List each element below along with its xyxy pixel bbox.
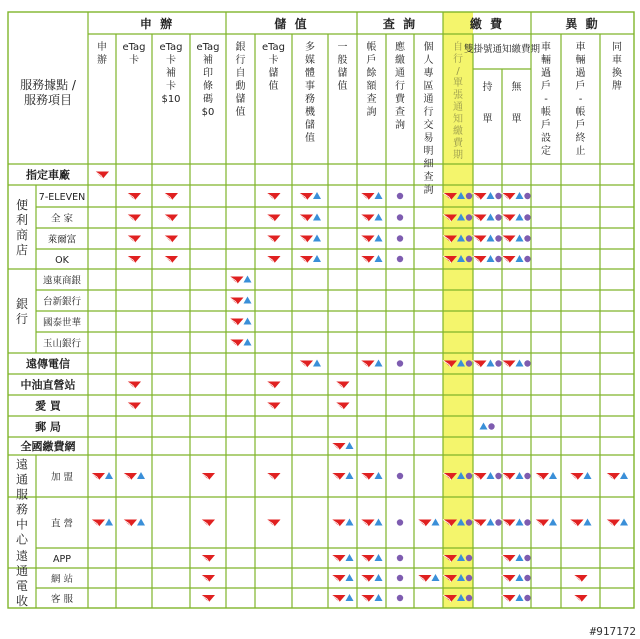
svg-text:收: 收: [15, 594, 29, 608]
svg-text:專: 專: [423, 68, 434, 79]
purple-dot-icon: [397, 360, 403, 366]
purple-dot-icon: [495, 519, 501, 525]
svg-text:卡: 卡: [268, 55, 279, 66]
purple-dot-icon: [466, 360, 472, 366]
blue-triangle-icon: [313, 214, 321, 221]
blue-triangle-icon: [137, 472, 145, 479]
svg-text:值: 值: [268, 81, 279, 92]
svg-text:一: 一: [337, 42, 348, 53]
svg-text:止: 止: [575, 146, 586, 157]
svg-text:交: 交: [423, 120, 434, 131]
svg-text:人: 人: [423, 55, 434, 66]
blue-triangle-icon: [244, 339, 252, 346]
blue-triangle-icon: [487, 472, 495, 479]
row-label-10: 中油直營站: [20, 378, 76, 392]
svg-text:帳: 帳: [366, 42, 377, 53]
svg-text:中: 中: [15, 517, 29, 532]
blue-triangle-icon: [432, 519, 440, 526]
svg-text:應: 應: [395, 42, 405, 53]
svg-text:終: 終: [575, 133, 586, 144]
svg-text:戶: 戶: [575, 120, 586, 131]
svg-text:儲: 儲: [235, 94, 246, 105]
purple-dot-icon: [524, 360, 530, 366]
blue-triangle-icon: [346, 519, 354, 526]
svg-text:明: 明: [423, 146, 434, 157]
svg-text:換: 換: [612, 68, 622, 79]
blue-triangle-icon: [516, 235, 524, 242]
column-header-c10: [395, 40, 406, 131]
svg-text:詢: 詢: [366, 107, 377, 118]
svg-text:行: 行: [235, 55, 246, 66]
svg-text:通: 通: [15, 472, 29, 487]
svg-text:值: 值: [235, 107, 246, 118]
svg-text:詢: 詢: [423, 185, 434, 196]
purple-dot-icon: [397, 473, 403, 479]
corner-header-line1: 服務據點 /: [20, 78, 76, 92]
svg-text:自: 自: [235, 68, 246, 79]
row-label-0: 指定車廠: [26, 168, 70, 182]
purple-dot-icon: [466, 575, 472, 581]
purple-dot-icon: [495, 256, 501, 262]
svg-text:儲: 儲: [305, 120, 315, 131]
svg-text:eTag: eTag: [122, 42, 146, 53]
purple-dot-icon: [466, 235, 472, 241]
svg-text:eTag: eTag: [196, 42, 220, 53]
svg-text:辦: 辦: [97, 55, 107, 66]
svg-text:動: 動: [235, 81, 246, 92]
svg-text:輛: 輛: [541, 55, 551, 66]
group-header-store: 儲 值: [274, 17, 309, 31]
svg-text:行: 行: [15, 312, 29, 326]
svg-text:電: 電: [15, 579, 29, 593]
blue-triangle-icon: [313, 360, 321, 367]
svg-text:利: 利: [15, 213, 29, 227]
purple-dot-icon: [466, 256, 472, 262]
svg-text:碼: 碼: [203, 94, 213, 105]
blue-triangle-icon: [105, 472, 113, 479]
corner-header-line2: 服務項目: [23, 93, 73, 107]
svg-text:$0: $0: [201, 107, 215, 118]
group-header-query: 查 詢: [382, 17, 418, 31]
svg-text:通: 通: [395, 68, 405, 79]
svg-text:定: 定: [541, 146, 551, 157]
svg-text:務: 務: [15, 502, 29, 517]
group-header-pay: 繳 費: [469, 17, 505, 31]
blue-triangle-icon: [516, 192, 524, 199]
svg-text:行: 行: [395, 81, 405, 92]
blue-triangle-icon: [346, 594, 354, 601]
svg-text:過: 過: [575, 68, 586, 79]
svg-text:-: -: [578, 94, 583, 105]
blue-triangle-icon: [105, 519, 113, 526]
blue-triangle-icon: [549, 472, 557, 479]
column-header-c2: [122, 42, 145, 66]
purple-dot-icon: [495, 193, 501, 199]
blue-triangle-icon: [375, 235, 383, 242]
blue-triangle-icon: [516, 554, 524, 561]
column-header-c5: [236, 41, 246, 118]
svg-text:卡: 卡: [129, 55, 139, 66]
purple-dot-icon: [524, 214, 530, 220]
svg-text:查: 查: [423, 172, 434, 183]
svg-text:eTag: eTag: [159, 42, 183, 53]
svg-text:條: 條: [203, 81, 213, 92]
pay-sub-header: 雙掛號通知繳費期: [463, 44, 541, 55]
blue-triangle-icon: [313, 255, 321, 262]
blue-triangle-icon: [375, 574, 383, 581]
blue-triangle-icon: [516, 255, 524, 262]
blue-triangle-icon: [375, 554, 383, 561]
blue-triangle-icon: [480, 423, 488, 430]
purple-dot-icon: [397, 193, 403, 199]
column-header-c15: [541, 40, 551, 157]
svg-text:補: 補: [166, 68, 176, 79]
column-header-c6: [262, 42, 285, 92]
purple-dot-icon: [397, 575, 403, 581]
purple-dot-icon: [466, 555, 472, 561]
purple-dot-icon: [397, 595, 403, 601]
sub-row-label-18: 客 服: [50, 594, 74, 605]
svg-text:/: /: [456, 66, 460, 77]
svg-text:繳: 繳: [453, 126, 463, 137]
sub-row-label-5: 遠東商銀: [42, 275, 82, 287]
section-label-2: [16, 457, 29, 547]
blue-triangle-icon: [432, 574, 440, 581]
svg-text:設: 設: [541, 133, 551, 144]
svg-text:帳: 帳: [541, 107, 551, 118]
column-header-c9: [367, 40, 378, 118]
blue-triangle-icon: [375, 214, 383, 221]
row-label-12: 郵 局: [35, 420, 61, 434]
svg-text:費: 費: [453, 138, 463, 149]
row-label-9: 遠傳電信: [26, 357, 70, 371]
purple-dot-icon: [397, 519, 403, 525]
sub-row-label-16: APP: [53, 554, 71, 565]
svg-text:便: 便: [15, 198, 29, 212]
svg-text:儲: 儲: [268, 68, 279, 79]
blue-triangle-icon: [346, 442, 354, 449]
column-header-c7: [305, 41, 316, 144]
blue-triangle-icon: [516, 574, 524, 581]
group-header-change: 異 動: [565, 17, 600, 31]
svg-text:銀: 銀: [15, 297, 29, 311]
purple-dot-icon: [524, 519, 530, 525]
blue-triangle-icon: [244, 276, 252, 283]
svg-text:多: 多: [305, 42, 315, 53]
column-header-c17: [612, 41, 622, 92]
svg-text:店: 店: [15, 243, 29, 257]
svg-text:詢: 詢: [395, 120, 405, 131]
purple-dot-icon: [495, 473, 501, 479]
svg-text:卡: 卡: [166, 81, 176, 92]
svg-text:般: 般: [337, 55, 348, 66]
blue-triangle-icon: [346, 472, 354, 479]
blue-triangle-icon: [313, 235, 321, 242]
svg-text:遠: 遠: [15, 457, 29, 472]
blue-triangle-icon: [487, 360, 495, 367]
sub-row-label-1: 7-ELEVEN: [38, 192, 86, 203]
svg-text:過: 過: [541, 68, 551, 79]
column-header-c12: [453, 40, 464, 161]
purple-dot-icon: [488, 423, 494, 429]
blue-triangle-icon: [620, 472, 628, 479]
svg-text:車: 車: [541, 42, 551, 53]
svg-text:期: 期: [453, 150, 463, 161]
svg-text:易: 易: [423, 133, 434, 144]
svg-text:通: 通: [423, 94, 434, 105]
svg-text:值: 值: [305, 133, 315, 144]
sub-row-label-8: 玉山銀行: [42, 338, 82, 350]
purple-dot-icon: [466, 473, 472, 479]
blue-triangle-icon: [620, 519, 628, 526]
blue-triangle-icon: [487, 214, 495, 221]
column-header-c11: [424, 41, 434, 196]
pay-sub-none: 無: [511, 82, 522, 93]
table-border: [8, 12, 634, 608]
svg-text:個: 個: [423, 42, 434, 53]
svg-text:值: 值: [337, 81, 348, 92]
svg-text:車: 車: [612, 55, 622, 66]
svg-text:通: 通: [453, 102, 463, 113]
blue-triangle-icon: [516, 360, 524, 367]
blue-triangle-icon: [584, 519, 592, 526]
svg-text:通: 通: [15, 564, 29, 578]
svg-text:印: 印: [203, 68, 213, 79]
svg-text:-: -: [544, 94, 548, 105]
blue-triangle-icon: [516, 519, 524, 526]
purple-dot-icon: [397, 214, 403, 220]
purple-dot-icon: [466, 595, 472, 601]
blue-triangle-icon: [375, 472, 383, 479]
svg-text:事: 事: [305, 81, 315, 92]
purple-dot-icon: [524, 473, 530, 479]
blue-triangle-icon: [549, 519, 557, 526]
svg-text:商: 商: [15, 228, 29, 242]
section-label-0: [16, 198, 28, 257]
row-label-11: 愛 買: [35, 399, 61, 413]
svg-text:行: 行: [423, 107, 434, 118]
svg-text:戶: 戶: [541, 81, 551, 92]
pay-sub-none-2: 單: [511, 114, 522, 125]
svg-text:申: 申: [97, 42, 107, 53]
svg-text:遠: 遠: [15, 549, 29, 563]
svg-text:自: 自: [453, 42, 463, 53]
blue-triangle-icon: [375, 192, 383, 199]
blue-triangle-icon: [584, 472, 592, 479]
svg-text:帳: 帳: [575, 107, 586, 118]
svg-text:查: 查: [366, 94, 377, 105]
blue-triangle-icon: [244, 318, 252, 325]
sub-row-label-17: 網 站: [50, 574, 74, 585]
purple-dot-icon: [495, 214, 501, 220]
purple-dot-icon: [466, 214, 472, 220]
blue-triangle-icon: [516, 214, 524, 221]
section-label-3: [16, 548, 28, 608]
svg-text:輛: 輛: [575, 55, 586, 66]
group-header-apply: 申 辦: [139, 17, 175, 31]
svg-text:行: 行: [453, 54, 463, 65]
purple-dot-icon: [397, 235, 403, 241]
blue-triangle-icon: [375, 255, 383, 262]
sub-row-label-2: 全 家: [50, 213, 74, 225]
blue-triangle-icon: [487, 255, 495, 262]
purple-dot-icon: [524, 575, 530, 581]
blue-triangle-icon: [516, 594, 524, 601]
svg-text:戶: 戶: [541, 120, 551, 131]
svg-text:單: 單: [453, 78, 463, 89]
purple-dot-icon: [524, 235, 530, 241]
svg-text:務: 務: [305, 94, 315, 105]
column-header-c1: [97, 40, 107, 66]
svg-text:車: 車: [575, 42, 586, 53]
svg-text:卡: 卡: [166, 55, 176, 66]
sub-row-label-6: 台新銀行: [42, 296, 82, 308]
svg-text:機: 機: [305, 107, 315, 118]
svg-text:區: 區: [423, 81, 434, 92]
purple-dot-icon: [495, 360, 501, 366]
purple-dot-icon: [524, 256, 530, 262]
sub-row-label-3: 萊爾富: [47, 234, 77, 246]
blue-triangle-icon: [375, 594, 383, 601]
purple-dot-icon: [397, 256, 403, 262]
sub-row-label-4: OK: [55, 255, 69, 266]
blue-triangle-icon: [244, 297, 252, 304]
watermark: #917172: [589, 625, 636, 638]
blue-triangle-icon: [516, 472, 524, 479]
svg-text:體: 體: [305, 68, 315, 79]
section-label-1: [16, 297, 28, 326]
blue-triangle-icon: [487, 519, 495, 526]
svg-text:心: 心: [15, 532, 29, 547]
purple-dot-icon: [466, 193, 472, 199]
blue-triangle-icon: [487, 192, 495, 199]
svg-text:查: 查: [395, 107, 405, 118]
sub-row-label-15: 直 營: [50, 518, 74, 530]
column-header-c16: [576, 40, 586, 157]
pay-sub-held: 持: [482, 82, 493, 93]
svg-text:額: 額: [366, 81, 377, 92]
purple-dot-icon: [466, 519, 472, 525]
svg-text:費: 費: [395, 94, 405, 105]
svg-text:儲: 儲: [337, 68, 348, 79]
svg-text:餘: 餘: [366, 68, 377, 79]
svg-text:細: 細: [423, 159, 434, 170]
svg-text:牌: 牌: [612, 81, 622, 92]
blue-triangle-icon: [375, 360, 383, 367]
row-label-13: 全國繳費網: [20, 440, 76, 453]
column-header-c3: [159, 42, 182, 105]
purple-dot-icon: [397, 555, 403, 561]
svg-text:媒: 媒: [305, 55, 315, 66]
blue-triangle-icon: [487, 235, 495, 242]
svg-text:戶: 戶: [575, 81, 586, 92]
sub-row-label-7: 國泰世華: [42, 317, 82, 329]
purple-dot-icon: [524, 193, 530, 199]
svg-text:補: 補: [203, 55, 213, 66]
svg-text:eTag: eTag: [261, 42, 286, 53]
blue-triangle-icon: [313, 192, 321, 199]
blue-triangle-icon: [375, 519, 383, 526]
svg-text:同: 同: [612, 42, 622, 53]
column-header-c4: [196, 42, 219, 118]
svg-text:銀: 銀: [235, 42, 246, 53]
svg-text:戶: 戶: [366, 55, 377, 66]
column-header-c8: [338, 42, 348, 92]
pay-sub-held-2: 單: [482, 114, 493, 125]
svg-text:服: 服: [15, 487, 29, 502]
svg-text:$10: $10: [161, 94, 181, 105]
svg-text:知: 知: [453, 114, 463, 125]
purple-dot-icon: [524, 595, 530, 601]
svg-text:張: 張: [453, 90, 463, 101]
sub-row-label-14: 加 盟: [50, 472, 74, 483]
svg-text:繳: 繳: [395, 55, 405, 66]
purple-dot-icon: [524, 555, 530, 561]
blue-triangle-icon: [137, 519, 145, 526]
blue-triangle-icon: [346, 554, 354, 561]
blue-triangle-icon: [346, 574, 354, 581]
purple-dot-icon: [495, 235, 501, 241]
